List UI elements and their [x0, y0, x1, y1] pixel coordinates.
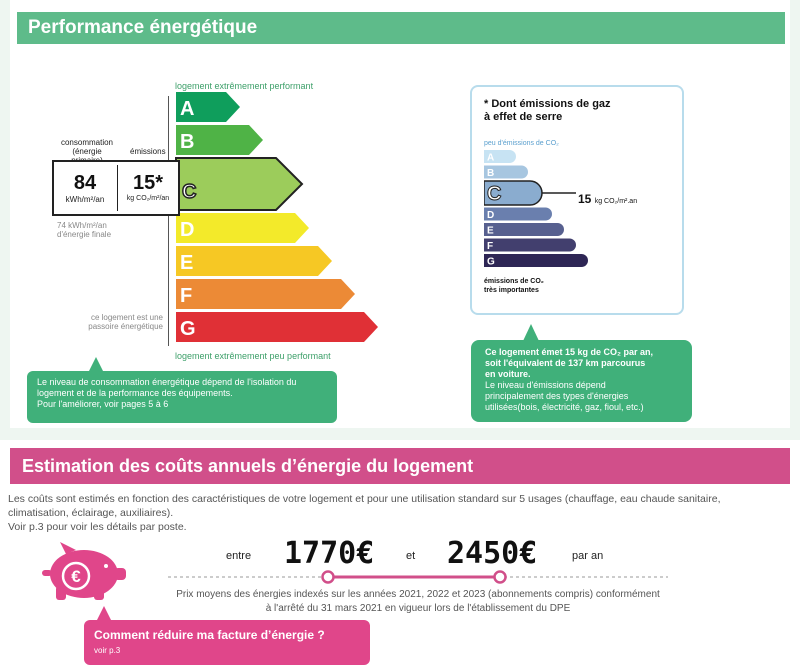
costs-intro-line2: climatisation, éclairage, auxiliaires).: [8, 507, 174, 519]
ges-label-high-line1: émissions de CO₂: [484, 278, 544, 285]
energy-info-line3: Pour l'améliorer, voir pages 5 à 6: [37, 399, 169, 409]
costs-intro: [8, 492, 792, 534]
energy-grade-g: [176, 312, 378, 342]
svg-text:F: F: [180, 285, 193, 307]
energy-scale: [170, 90, 410, 352]
ges-grade-b: [484, 166, 528, 180]
consumption-label: consommation: [60, 138, 114, 147]
passoire-line1: ce logement est une: [90, 313, 163, 322]
ges-unit: kg CO₂/m².an: [594, 198, 638, 205]
ges-scale: [484, 148, 674, 276]
energy-info-bubble: [27, 371, 337, 423]
and-label: et: [406, 550, 416, 562]
ges-bubble-line2: soit l'équivalent de 137 km parcourus: [485, 358, 646, 368]
ges-bubble-line3: en voiture.: [485, 369, 531, 379]
costs-intro-line1: Les coûts sont estimés en fonction des caractéristiques de votre logement et pour une utilisation standard sur 5 usages (chauffage, eau chaude sanitaire,: [8, 493, 721, 505]
emissions-unit: kg CO₂/m²/an: [126, 195, 170, 202]
consumption-box-divider: [117, 165, 118, 211]
passoire-note: [60, 313, 163, 331]
between-label: entre: [226, 550, 252, 562]
svg-text:A: A: [487, 152, 495, 164]
ges-value-group: [578, 192, 637, 206]
label-very-inefficient: logement extrêmement peu performant: [175, 351, 331, 361]
svg-text:B: B: [487, 168, 495, 179]
ges-label-high-line2: très importantes: [484, 287, 539, 294]
ges-grade-e: [484, 223, 564, 237]
cost-range-bar: [168, 570, 668, 586]
final-energy-line2: d'énergie finale: [57, 230, 112, 239]
consumption-value: 84: [73, 172, 97, 194]
emissions-label: émissions: [130, 147, 166, 156]
svg-text:C: C: [487, 183, 502, 205]
svg-text:G: G: [180, 318, 196, 340]
ges-bubble-line4: Le niveau d'émissions dépend: [485, 380, 606, 390]
reduce-bill-tip[interactable]: [84, 620, 370, 665]
costs-intro-line3: Voir p.3 pour voir les détails par poste.: [8, 521, 187, 533]
energy-info-line2: logement et de la performance des équipements.: [37, 388, 233, 398]
svg-text:C: C: [182, 181, 197, 203]
ges-label-low: peu d'émissions de CO₂: [484, 140, 559, 147]
cost-high: 2450€: [447, 536, 538, 571]
svg-text:D: D: [487, 210, 495, 221]
energy-grade-a: [176, 92, 240, 122]
emissions-value: 15*: [132, 172, 164, 194]
per-year-label: par an: [572, 550, 604, 562]
svg-text:€: €: [71, 567, 81, 586]
final-energy-note: [57, 221, 111, 239]
bubble-pointer-right: [523, 324, 539, 341]
svg-text:A: A: [180, 98, 195, 120]
ges-title-line1: * Dont émissions de gaz: [484, 98, 611, 110]
reduce-bill-link[interactable]: voir p.3: [94, 646, 121, 655]
cost-low: 1770€: [284, 536, 375, 571]
consumption-unit: kWh/m²/an: [65, 195, 105, 204]
label-very-efficient: logement extrêmement performant: [175, 81, 314, 91]
ges-bubble-line5: principalement des types d'énergies: [485, 391, 629, 401]
scale-axis-line: [168, 96, 169, 346]
svg-text:F: F: [487, 241, 494, 252]
energy-info-line1: Le niveau de consommation énergétique dépend de l'isolation du: [37, 377, 297, 387]
energy-grade-b: [176, 125, 263, 155]
svg-text:G: G: [487, 256, 495, 268]
consumption-sublabel: (énergie: [72, 147, 102, 156]
energy-grade-e: [176, 246, 332, 276]
svg-text:D: D: [180, 219, 195, 241]
ges-value: 15: [578, 192, 592, 206]
ges-grade-c: [484, 181, 576, 205]
ges-grade-f: [484, 239, 576, 253]
ges-label-high: [484, 277, 544, 295]
svg-text:E: E: [180, 252, 194, 274]
energy-performance-title: Performance énergétique: [17, 12, 785, 44]
ges-title-line2: à effet de serre: [484, 111, 563, 123]
svg-text:B: B: [180, 131, 195, 153]
ges-grade-g: [484, 254, 588, 268]
cost-note-line2: à l'arrêté du 31 mars 2021 en vigueur lors de l'établissement du DPE: [265, 603, 571, 614]
ges-bubble-line6: utilisées(bois, électricité, gaz, fioul, etc.): [485, 402, 644, 412]
ges-title: [484, 98, 611, 124]
svg-text:E: E: [487, 225, 494, 237]
piggy-bank-icon: [36, 540, 128, 606]
costs-title: Estimation des coûts annuels d’énergie du logement: [10, 448, 790, 484]
ges-bubble-line1: Ce logement émet 15 kg de CO₂ par an,: [485, 347, 654, 357]
final-energy-line1: 74 kWh/m²/an: [57, 221, 107, 230]
cost-note: [168, 588, 668, 616]
ges-grade-d: [484, 208, 552, 222]
energy-grade-f: [176, 279, 355, 309]
ges-info-bubble: [471, 340, 692, 422]
ges-grade-a: [484, 150, 516, 164]
reduce-bill-title: Comment réduire ma facture d’énergie ?: [94, 628, 325, 642]
energy-grade-d: [176, 213, 309, 243]
cost-note-line1: Prix moyens des énergies indexés sur les années 2021, 2022 et 2023 (abonnements compris) conformément: [176, 589, 660, 600]
passoire-line2: passoire énergétique: [88, 322, 163, 331]
energy-grade-c: [176, 158, 302, 210]
